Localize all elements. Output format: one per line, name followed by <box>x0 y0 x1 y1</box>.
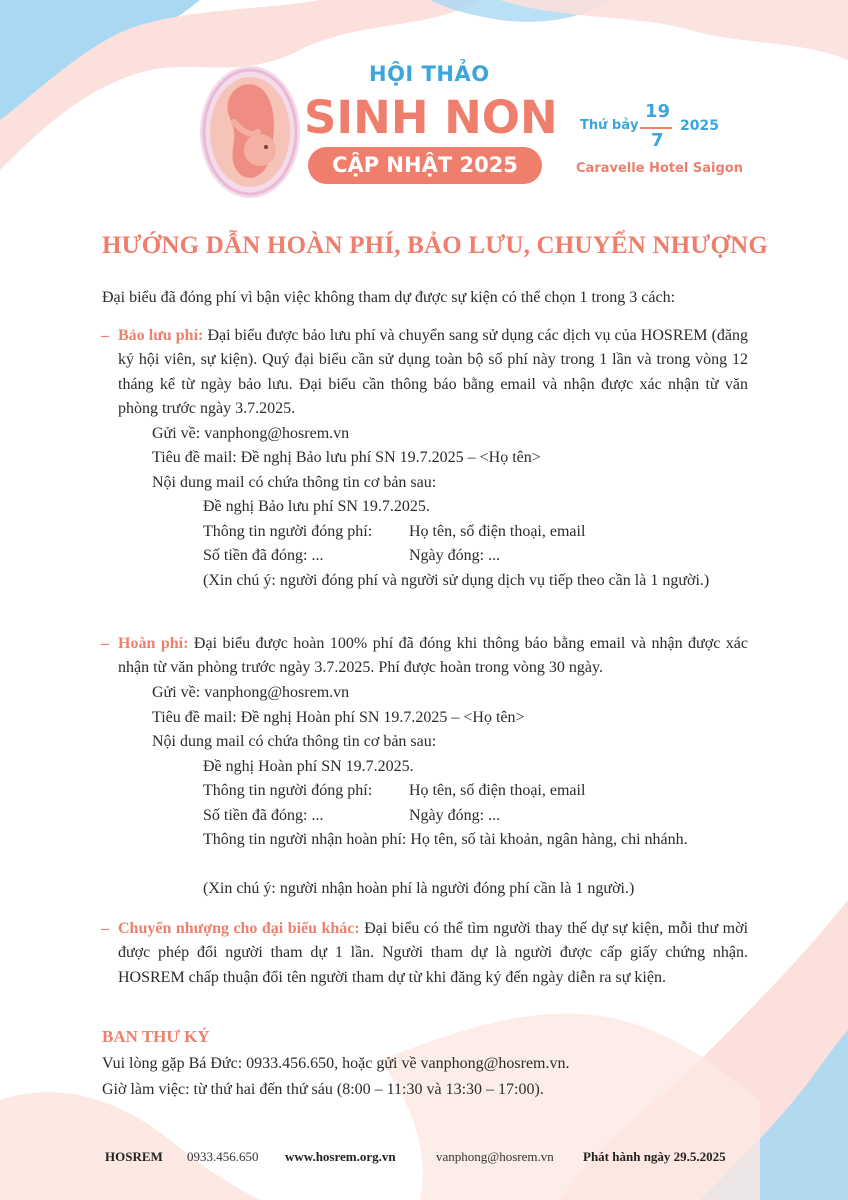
footer-phone: 0933.456.650 <box>187 1149 259 1164</box>
event-day: 19 <box>645 101 671 122</box>
date-divider <box>640 127 672 129</box>
option1-content-intro: Nội dung mail có chứa thông tin cơ bản sau: <box>152 474 437 491</box>
option3-dash: – <box>101 920 109 937</box>
event-kicker: HỘI THẢO <box>369 62 490 86</box>
event-weekday: Thứ bảy <box>580 118 639 133</box>
option2-send-to: Gửi về: vanphong@hosrem.vn <box>152 684 350 701</box>
option3-label: Chuyển nhượng cho đại biểu khác: <box>118 920 360 937</box>
document-title: HƯỚNG DẪN HOÀN PHÍ, BẢO LƯU, CHUYỂN NHƯỢNG <box>102 232 769 259</box>
secretariat-hours: Giờ làm việc: từ thứ hai đến thứ sáu (8:00 – 11:30 và 13:30 – 17:00). <box>102 1081 544 1098</box>
option2-line1: Đề nghị Hoàn phí SN 19.7.2025. <box>203 758 414 775</box>
option2-note: (Xin chú ý: người nhận hoàn phí là người đóng phí cần là 1 người.) <box>203 880 635 897</box>
footer-website[interactable]: www.hosrem.org.vn <box>285 1149 396 1164</box>
fetus-logo <box>198 62 302 200</box>
option1-payer-value: Họ tên, số điện thoại, email <box>409 523 586 540</box>
option3-text: Đại biểu có thể tìm người thay thế dự sự kiện, mỗi thư mời được phép đổi người tham dự 1 lần. Người tham dự là người được cấp giấy chứng nhận. HOSREM chấp thuận đổi tên người tham dự từ khi đăng ký đến ngày diễn ra sự kiện. <box>118 920 749 986</box>
option2-date-label: Ngày đóng: ... <box>409 807 501 824</box>
bottom-mid-pink-wave <box>380 1014 760 1200</box>
option3-paragraph <box>118 917 748 990</box>
option1-date-label: Ngày đóng: ... <box>409 547 501 564</box>
option1-dash: – <box>101 327 109 344</box>
footer-email[interactable]: vanphong@hosrem.vn <box>436 1149 554 1164</box>
option2-payer-label: Thông tin người đóng phí: <box>203 782 373 799</box>
top-right-pink-blob <box>500 0 848 60</box>
option2-payer-value: Họ tên, số điện thoại, email <box>409 782 586 799</box>
footer-issued-date: Phát hành ngày 29.5.2025 <box>583 1149 726 1164</box>
intro-text: Đại biểu đã đóng phí vì bận việc không tham dự được sự kiện có thể chọn 1 trong 3 cách: <box>102 289 676 306</box>
option2-content-intro: Nội dung mail có chứa thông tin cơ bản sau: <box>152 733 437 750</box>
option1-subject: Tiêu đề mail: Đề nghị Bảo lưu phí SN 19.7.2025 – <Họ tên> <box>152 449 541 466</box>
event-year: 2025 <box>680 118 719 134</box>
secretariat-contact: Vui lòng gặp Bá Đức: 0933.456.650, hoặc gửi về vanphong@hosrem.vn. <box>102 1055 570 1072</box>
option2-amount-label: Số tiền đã đóng: ... <box>203 807 324 824</box>
event-venue: Caravelle Hotel Saigon <box>576 161 743 176</box>
option1-label: Bảo lưu phí: <box>118 327 204 344</box>
option1-note: (Xin chú ý: người đóng phí và người sử dụng dịch vụ tiếp theo cần là 1 người.) <box>203 572 710 589</box>
option1-text: Đại biểu được bảo lưu phí và chuyển sang sử dụng các dịch vụ của HOSREM (đăng ký hội viên, sự kiện). Quý đại biểu cần sử dụng toàn bộ số phí này trong 1 lần và trong vòng 12 tháng kể từ ngày bảo lưu. Đại biểu cần thông báo bằng email và nhận được xác nhận từ văn phòng trước ngày 3.7.2025. <box>118 327 748 418</box>
event-name: SINH NON <box>304 91 558 144</box>
option2-dash: – <box>101 635 109 652</box>
secretariat-title: BAN THƯ KÝ <box>102 1027 210 1046</box>
option1-paragraph <box>118 324 748 422</box>
option1-payer-label: Thông tin người đóng phí: <box>203 523 373 540</box>
event-edition-badge: CẬP NHẬT 2025 <box>308 147 542 184</box>
option2-receiver: Thông tin người nhận hoàn phí: Họ tên, số tài khoản, ngân hàng, chi nhánh. <box>203 831 688 848</box>
option2-text: Đại biểu được hoàn 100% phí đã đóng khi thông báo bằng email và nhận được xác nhận từ văn phòng trước ngày 3.7.2025. Phí được hoàn trong vòng 30 ngày. <box>118 635 748 677</box>
option1-line1: Đề nghị Bảo lưu phí SN 19.7.2025. <box>203 498 430 515</box>
bottom-left-pink-wave <box>0 1092 260 1200</box>
event-month: 7 <box>651 130 664 151</box>
option2-label: Hoàn phí: <box>118 635 189 652</box>
footer-org: HOSREM <box>105 1149 163 1164</box>
option2-paragraph <box>118 632 748 681</box>
option1-amount-label: Số tiền đã đóng: ... <box>203 547 324 564</box>
option1-send-to: Gửi về: vanphong@hosrem.vn <box>152 425 350 442</box>
option2-subject: Tiêu đề mail: Đề nghị Hoàn phí SN 19.7.2025 – <Họ tên> <box>152 709 525 726</box>
